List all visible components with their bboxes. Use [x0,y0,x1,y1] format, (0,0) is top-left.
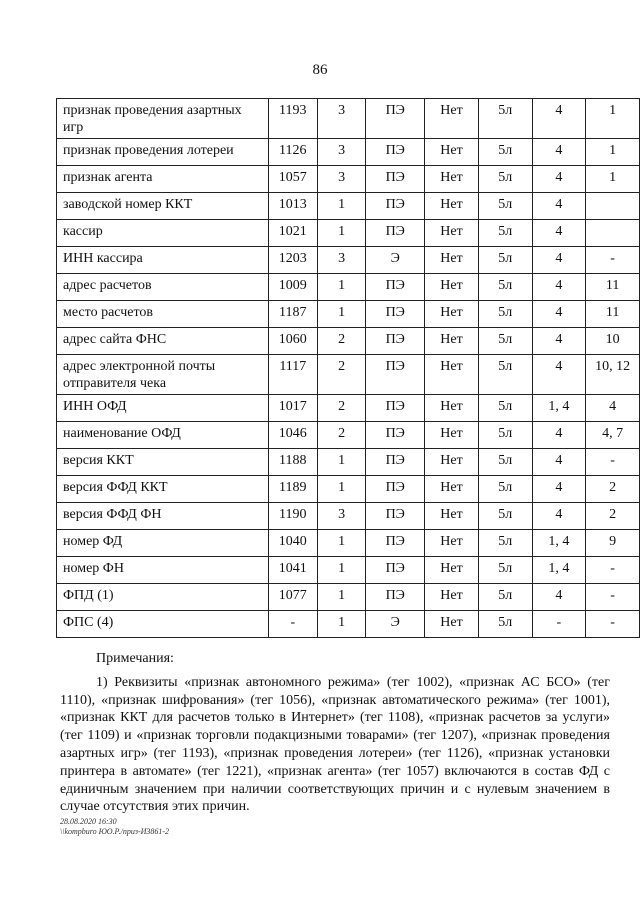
table-cell-c8: - [586,247,640,274]
table-cell-tag: 1046 [268,422,317,449]
footer-timestamp: 28.08.2020 16:30 [60,817,117,826]
table-cell-c3: 3 [317,99,366,139]
table-cell-c3: 1 [317,584,366,611]
table-row [57,557,640,584]
table-cell-c8: 2 [586,503,640,530]
table-cell-c8: - [586,584,640,611]
table-cell-c8: 2 [586,476,640,503]
table-row [57,247,640,274]
table-cell-c4: ПЭ [366,584,425,611]
table-cell-c5: Нет [425,530,479,557]
table-cell-tag: - [268,611,317,638]
table-cell-c6: 5л [478,611,532,638]
table-cell-c3: 1 [317,274,366,301]
table-cell-c4: ПЭ [366,476,425,503]
table-cell-c3: 2 [317,422,366,449]
document-footer [60,817,169,837]
table-cell-c4: ПЭ [366,422,425,449]
table-cell-c7: 4 [532,449,586,476]
table-row [57,395,640,422]
table-cell-c3: 3 [317,503,366,530]
table-cell-tag: 1190 [268,503,317,530]
table-cell-c5: Нет [425,220,479,247]
table-cell-tag: 1193 [268,99,317,139]
table-cell-c4: ПЭ [366,503,425,530]
table-cell-c7: 4 [532,422,586,449]
table-cell-c6: 5л [478,274,532,301]
requisite-name-cell: кассир [57,220,269,247]
requisite-name-cell: ФПС (4) [57,611,269,638]
table-row [57,301,640,328]
table-cell-c8: 1 [586,139,640,166]
table-cell-tag: 1060 [268,328,317,355]
table-cell-c5: Нет [425,247,479,274]
table-cell-c3: 1 [317,530,366,557]
requisites-table [56,98,640,638]
requisite-name-cell: номер ФД [57,530,269,557]
table-cell-c4: ПЭ [366,139,425,166]
notes-text: 1) Реквизиты «признак автономного режима» (тег 1002), «признак АС БСО» (тег 1110), «признак шифрования» (тег 1056), «признак автоматического режима» (тег 1001), «признак ККТ для расчетов только в Интернет» (тег 1108), «признак расчетов за услуги» (тег 1109) и «признак торговли подакцизными товарами» (тег 1207), «признак проведения азартных игр» (тег 1193), «признак проведения лотереи» (тег 1126), «признак установки принтера в автомате» (тег 1221), «признак агента» (тег 1057) включаются в состав ФД с единичным значением при наличии соответствующих причин и с нулевым значением в случае отсутствия этих причин. [60,674,610,815]
table-cell-c8: 4, 7 [586,422,640,449]
requisite-name-cell: наименование ОФД [57,422,269,449]
table-row [57,611,640,638]
table-cell-c6: 5л [478,449,532,476]
requisite-name-cell: ФПД (1) [57,584,269,611]
requisites-table-body [57,99,640,638]
table-cell-c7: 4 [532,476,586,503]
table-cell-c6: 5л [478,476,532,503]
table-cell-tag: 1009 [268,274,317,301]
table-cell-c7: 4 [532,99,586,139]
table-cell-c8 [586,193,640,220]
table-cell-tag: 1013 [268,193,317,220]
table-cell-tag: 1021 [268,220,317,247]
table-cell-c4: ПЭ [366,395,425,422]
table-row [57,355,640,395]
requisite-name-cell: версия ФФД ФН [57,503,269,530]
table-cell-tag: 1187 [268,301,317,328]
requisite-name-cell: ИНН кассира [57,247,269,274]
table-cell-c6: 5л [478,503,532,530]
table-cell-tag: 1017 [268,395,317,422]
table-cell-c5: Нет [425,611,479,638]
notes-section [60,650,610,816]
table-cell-c7: 1, 4 [532,395,586,422]
table-cell-tag: 1203 [268,247,317,274]
table-cell-c5: Нет [425,395,479,422]
table-cell-tag: 1041 [268,557,317,584]
table-row [57,422,640,449]
requisite-name-cell: адрес электронной почты отправителя чека [57,355,269,395]
table-cell-c4: Э [366,247,425,274]
table-cell-c5: Нет [425,301,479,328]
table-cell-c4: ПЭ [366,274,425,301]
table-cell-c8: - [586,611,640,638]
table-cell-c7: - [532,611,586,638]
table-cell-c6: 5л [478,193,532,220]
requisite-name-cell: признак проведения азартных игр [57,99,269,139]
table-cell-c6: 5л [478,139,532,166]
table-cell-c5: Нет [425,557,479,584]
table-cell-c7: 4 [532,220,586,247]
table-cell-c5: Нет [425,449,479,476]
table-cell-c8: - [586,449,640,476]
requisite-name-cell: место расчетов [57,301,269,328]
table-row [57,99,640,139]
table-cell-c6: 5л [478,166,532,193]
table-cell-c3: 1 [317,557,366,584]
table-cell-c5: Нет [425,193,479,220]
table-cell-c3: 3 [317,139,366,166]
table-cell-c8: - [586,557,640,584]
table-row [57,328,640,355]
table-cell-c6: 5л [478,99,532,139]
table-cell-c4: ПЭ [366,220,425,247]
table-cell-c8: 9 [586,530,640,557]
table-cell-c3: 3 [317,166,366,193]
table-cell-c3: 1 [317,449,366,476]
requisite-name-cell: версия ФФД ККТ [57,476,269,503]
table-cell-c5: Нет [425,139,479,166]
table-cell-c3: 1 [317,220,366,247]
requisite-name-cell: адрес расчетов [57,274,269,301]
table-cell-c5: Нет [425,166,479,193]
table-cell-c7: 4 [532,193,586,220]
table-cell-tag: 1077 [268,584,317,611]
requisite-name-cell: признак агента [57,166,269,193]
table-cell-c5: Нет [425,422,479,449]
table-cell-c7: 4 [532,247,586,274]
table-cell-c5: Нет [425,99,479,139]
table-cell-c6: 5л [478,530,532,557]
table-row [57,530,640,557]
table-row [57,449,640,476]
table-cell-tag: 1040 [268,530,317,557]
notes-title: Примечания: [96,651,174,666]
table-cell-c8: 1 [586,166,640,193]
table-cell-c5: Нет [425,503,479,530]
requisite-name-cell: версия ККТ [57,449,269,476]
table-cell-c7: 4 [532,328,586,355]
table-row [57,220,640,247]
table-cell-tag: 1188 [268,449,317,476]
table-cell-c4: ПЭ [366,355,425,395]
table-cell-c5: Нет [425,476,479,503]
table-row [57,274,640,301]
table-cell-c4: ПЭ [366,301,425,328]
table-cell-tag: 1189 [268,476,317,503]
table-row [57,476,640,503]
table-cell-c6: 5л [478,557,532,584]
requisite-name-cell: адрес сайта ФНС [57,328,269,355]
table-cell-c4: ПЭ [366,193,425,220]
table-cell-c4: ПЭ [366,166,425,193]
table-cell-c7: 4 [532,355,586,395]
table-cell-c7: 4 [532,139,586,166]
table-cell-c8: 10, 12 [586,355,640,395]
table-cell-c6: 5л [478,301,532,328]
table-cell-tag: 1057 [268,166,317,193]
table-cell-c8: 10 [586,328,640,355]
table-row [57,503,640,530]
page-number: 86 [312,62,328,78]
footer-path: \\kompburo ЮО.Р./приз-И3861-2 [60,827,170,836]
table-cell-c8: 11 [586,274,640,301]
table-cell-c3: 2 [317,328,366,355]
table-cell-c5: Нет [425,274,479,301]
table-cell-c3: 1 [317,301,366,328]
requisite-name-cell: заводской номер ККТ [57,193,269,220]
table-cell-c6: 5л [478,584,532,611]
table-cell-c4: ПЭ [366,328,425,355]
table-cell-c7: 1, 4 [532,530,586,557]
table-cell-c7: 4 [532,274,586,301]
table-cell-c5: Нет [425,584,479,611]
table-cell-c8: 1 [586,99,640,139]
table-cell-c8: 4 [586,395,640,422]
table-cell-c4: ПЭ [366,449,425,476]
table-cell-c7: 4 [532,166,586,193]
table-cell-c4: ПЭ [366,557,425,584]
table-row [57,166,640,193]
table-cell-c5: Нет [425,355,479,395]
table-cell-c7: 4 [532,503,586,530]
table-cell-c3: 1 [317,476,366,503]
table-cell-tag: 1117 [268,355,317,395]
table-cell-c8 [586,220,640,247]
requisite-name-cell: признак проведения лотереи [57,139,269,166]
requisite-name-cell: номер ФН [57,557,269,584]
table-cell-c6: 5л [478,328,532,355]
table-cell-c6: 5л [478,355,532,395]
table-cell-c3: 1 [317,611,366,638]
table-cell-c3: 2 [317,395,366,422]
requisite-name-cell: ИНН ОФД [57,395,269,422]
table-cell-tag: 1126 [268,139,317,166]
table-cell-c4: Э [366,611,425,638]
table-cell-c6: 5л [478,422,532,449]
table-cell-c3: 1 [317,193,366,220]
table-cell-c3: 2 [317,355,366,395]
table-cell-c6: 5л [478,395,532,422]
table-cell-c7: 4 [532,301,586,328]
table-cell-c7: 4 [532,584,586,611]
table-cell-c4: ПЭ [366,99,425,139]
table-cell-c6: 5л [478,247,532,274]
table-cell-c7: 1, 4 [532,557,586,584]
table-cell-c8: 11 [586,301,640,328]
table-cell-c6: 5л [478,220,532,247]
table-cell-c5: Нет [425,328,479,355]
table-row [57,584,640,611]
table-cell-c3: 3 [317,247,366,274]
table-cell-c4: ПЭ [366,530,425,557]
table-row [57,139,640,166]
table-row [57,193,640,220]
